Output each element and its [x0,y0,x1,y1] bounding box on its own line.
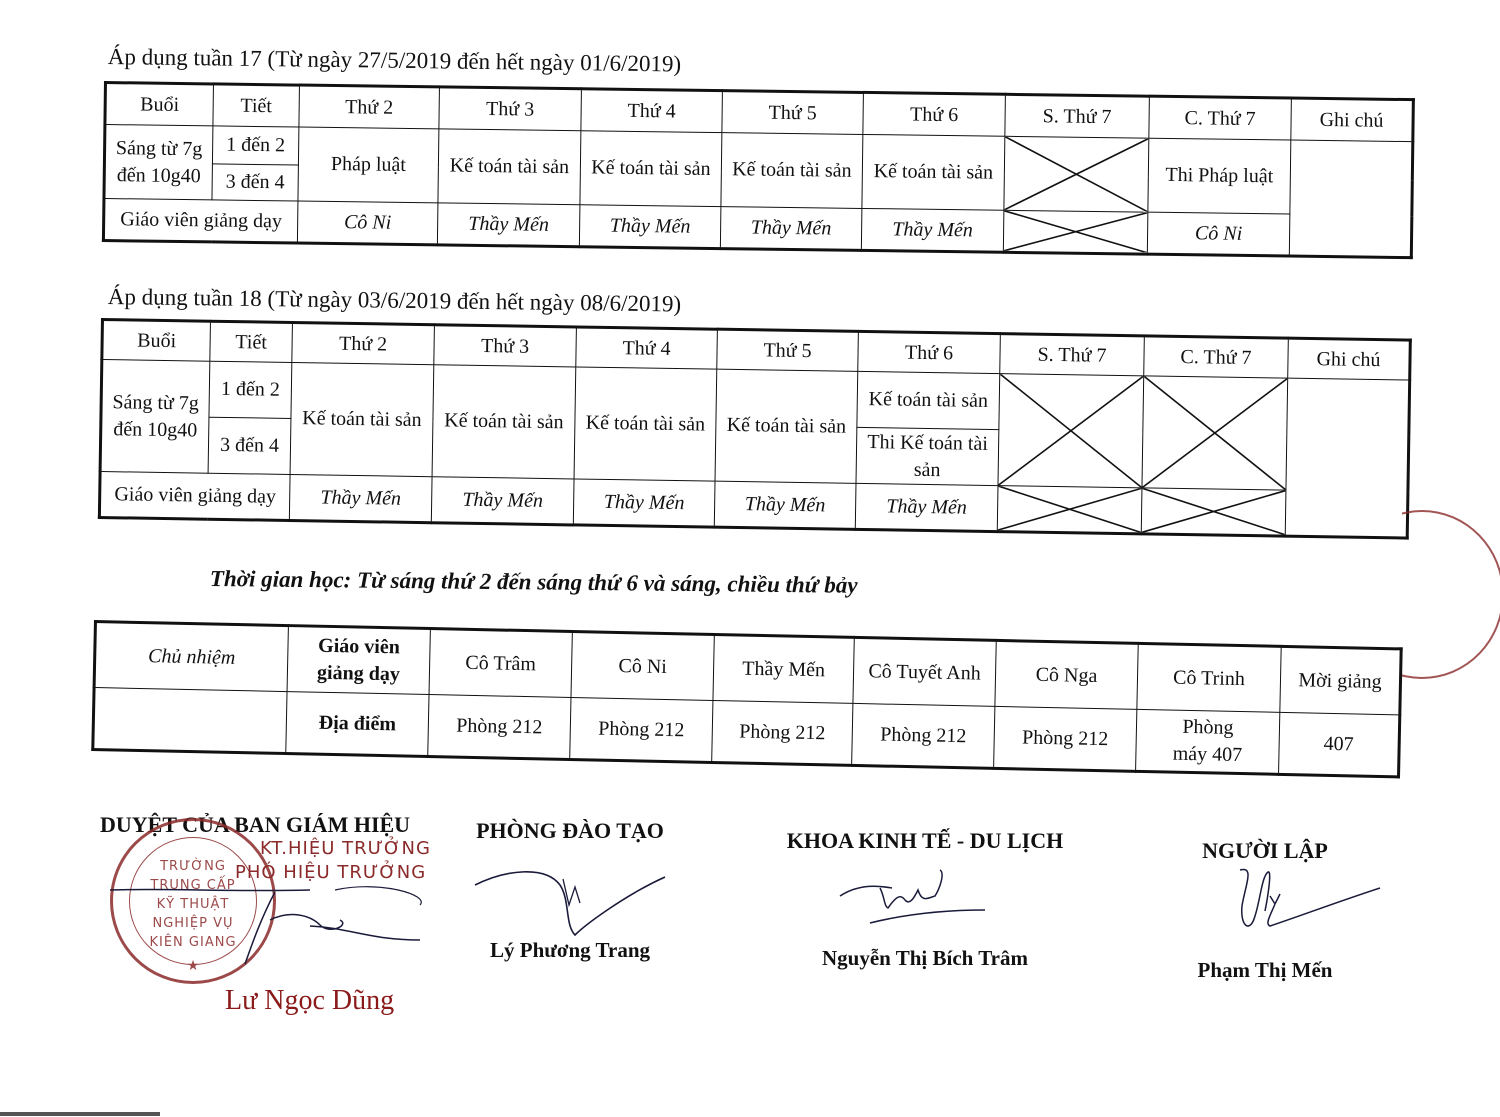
header-tiet: Tiết [210,321,293,362]
period-2: 3 đến 4 [212,164,298,201]
crossed-out-cell [1142,376,1288,490]
stamp-line: TRUNG CẤP [150,878,236,893]
week17-table [102,81,1415,259]
stamp-line: NGHIỆP VỤ [152,916,234,931]
cross-mark-icon [998,486,1142,532]
stamp-star-icon: ★ [186,959,200,974]
header-thu3: Thứ 3 [434,325,577,367]
header-s-thu7: S. Thứ 7 [1000,334,1145,376]
stamp-line: KIÊN GIANG [149,935,237,950]
subject-thu5: Kế toán tài sản [721,133,863,209]
faculty-signer-name: Nguyễn Thị Bích Trâm [822,946,1028,970]
crossed-out-cell [997,486,1142,534]
subject-thu6-period2: Thi Kế toán tài sản [856,427,999,485]
subject-thu2: Kế toán tài sản [290,363,434,477]
header-thu5: Thứ 5 [722,91,864,135]
faculty-signature [840,868,1000,928]
header-thu3: Thứ 3 [439,87,582,131]
header-c-thu7: C. Thứ 7 [1149,96,1292,140]
author-signer-block [1180,958,1350,983]
header-thu2: Thứ 2 [299,85,440,129]
teacher-thu2: Cô Ni [297,201,438,245]
room-location: 407 [1279,712,1400,776]
header-ghi-chu: Ghi chú [1288,338,1411,380]
teacher-thu4: Thầy Mến [579,205,721,249]
period-1: 1 đến 2 [209,361,292,418]
subject-thu4: Kế toán tài sản [574,367,717,481]
crossed-out-cell [1003,210,1148,254]
header-thu5: Thứ 5 [717,329,859,371]
teacher-row-label: Giáo viên giảng dạy [287,626,430,695]
subject-thu2: Pháp luật [298,127,439,203]
subject-thu4: Kế toán tài sản [580,131,722,207]
room-location: Phòng 212 [712,700,853,765]
room-location: Phòng 212 [994,706,1137,771]
room-teacher: Thầy Mến [713,634,854,703]
week18-table [98,318,1412,540]
scan-edge [0,1112,160,1116]
teacher-thu2: Thầy Mến [289,474,432,522]
subject-thu6-period1: Kế toán tài sản [857,371,1000,429]
week18-caption: Áp dụng tuần 18 (Từ ngày 03/6/2019 đến hết ngày 08/6/2019) [107,284,682,317]
training-title: PHÒNG ĐÀO TẠO [476,818,664,843]
room-location: Phòng máy 407 [1136,709,1280,774]
cross-mark-icon [1142,488,1286,534]
crossed-out-cell [1004,136,1149,212]
header-s-thu7: S. Thứ 7 [1005,94,1150,138]
homeroom-value [93,688,287,754]
teacher-thu3: Thầy Mến [431,477,574,525]
room-teacher: Cô Ni [571,632,714,701]
cross-mark-icon [1142,376,1287,489]
cross-mark-icon [1004,211,1148,253]
rooms-table [91,620,1402,778]
teacher-thu3: Thầy Mến [437,203,580,247]
note-cell [1289,140,1413,258]
period-2: 3 đến 4 [208,417,291,474]
room-teacher: Mời giảng [1280,646,1401,714]
author-signature [1230,866,1390,936]
header-ghi-chu: Ghi chú [1291,98,1414,142]
crossed-out-cell [998,374,1144,488]
subject-thu5: Kế toán tài sản [715,369,858,483]
teacher-thu4: Thầy Mến [573,479,715,527]
stamp-line: KỸ THUẬT [156,897,230,912]
header-tiet: Tiết [213,84,300,127]
note-cell [1285,378,1409,538]
cross-mark-icon [998,374,1143,487]
training-signature [475,865,675,945]
session-cell: Sáng từ 7g đến 10g40 [104,125,213,200]
board-title: DUYỆT CỦA BAN GIÁM HIỆU [100,812,411,837]
teacher-label: Giáo viên giảng dạy [99,472,290,521]
teacher-thu6: Thầy Mến [855,483,998,531]
week17-caption: Áp dụng tuần 17 (Từ ngày 27/5/2019 đến hết ngày 01/6/2019) [107,44,682,77]
header-buoi: Buổi [105,83,214,126]
period-1: 1 đến 2 [212,126,298,165]
faculty-title: KHOA KINH TẾ - DU LỊCH [786,828,1064,853]
header-thu2: Thứ 2 [292,323,435,365]
study-time-note: Thời gian học: Từ sáng thứ 2 đến sáng thứ 6 và sáng, chiều thứ bảy [209,566,858,598]
header-thu4: Thứ 4 [581,89,723,133]
board-subtitle-1: KT.HIỆU TRƯỞNG [260,838,431,859]
teacher-thu6: Thầy Mến [861,208,1004,252]
location-row-label: Địa điểm [286,692,429,757]
author-title: NGƯỜI LẬP [1202,838,1328,863]
board-signer-name: Lư Ngọc Dũng [225,985,395,1016]
author-signer-name: Phạm Thị Mến [1197,958,1333,982]
room-teacher: Cô Trinh [1137,643,1281,712]
teacher-c-thu7: Cô Ni [1147,212,1290,256]
header-thu6: Thứ 6 [863,92,1006,136]
stamp-line: TRƯỜNG [160,859,226,874]
room-teacher: Cô Trâm [429,629,572,698]
teacher-thu5: Thầy Mến [720,207,862,251]
faculty-signer-block [780,946,1070,971]
subject-thu3: Kế toán tài sản [432,365,576,479]
header-thu4: Thứ 4 [576,327,718,369]
header-thu6: Thứ 6 [858,331,1001,373]
training-dept-block [470,818,670,844]
author-block [1180,838,1350,864]
subject-c-thu7: Thi Pháp luật [1148,138,1291,214]
subject-thu3: Kế toán tài sản [438,129,581,205]
homeroom-label: Chủ nhiệm [94,622,288,692]
subject-thu6: Kế toán tài sản [862,134,1005,210]
room-location: Phòng 212 [428,695,571,760]
teacher-thu5: Thầy Mến [714,481,856,529]
cross-mark-icon [1004,137,1148,212]
session-cell: Sáng từ 7g đến 10g40 [100,360,210,474]
room-teacher: Cô Tuyết Anh [853,637,996,706]
teacher-label: Giáo viên giảng dạy [103,199,298,244]
training-signer-block [470,938,670,963]
crossed-out-cell [1141,488,1286,536]
training-signer-name: Lý Phương Trang [490,938,650,962]
board-subtitle-2: PHÓ HIỆU TRƯỞNG [235,862,427,883]
header-c-thu7: C. Thứ 7 [1144,336,1289,378]
room-teacher: Cô Nga [995,640,1138,709]
room-location: Phòng 212 [570,698,713,763]
board-signature [110,880,430,970]
faculty-block [780,828,1070,854]
room-location: Phòng 212 [852,703,995,768]
header-buoi: Buổi [102,320,211,362]
